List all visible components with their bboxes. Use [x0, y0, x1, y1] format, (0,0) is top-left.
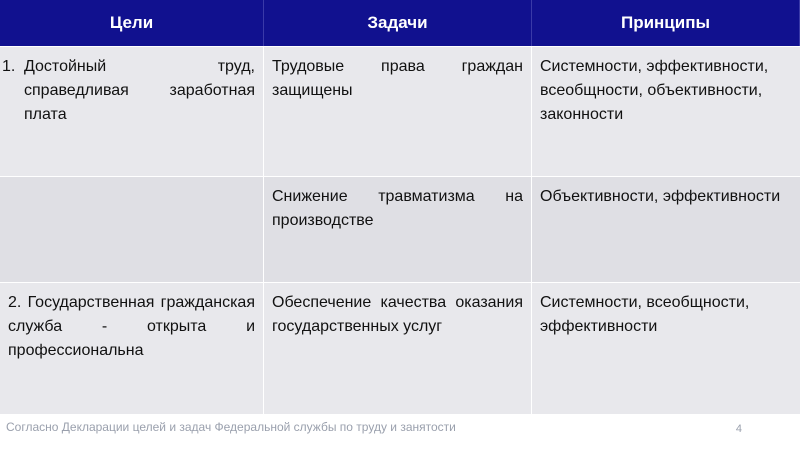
header-goals: Цели [0, 0, 264, 46]
row3-principles: Системности, всеобщности, эффективности [532, 282, 800, 414]
row1-goal-number: 1. [2, 58, 16, 75]
row3-task: Обеспечение качества оказания государственных услуг [264, 282, 532, 414]
row2-principles: Объективности, эффективности [532, 176, 800, 282]
row2-goal [0, 176, 264, 282]
row1-principles: Системности, эффективности, всеобщности, объективности, законности [532, 46, 800, 176]
page-number: 4 [735, 423, 742, 435]
row3-goal: 2. Государственная гражданская служба - открыта и профессиональна [0, 282, 264, 414]
row2-task: Снижение травматизма на производстве [264, 176, 532, 282]
footer-source-note: Согласно Декларации целей и задач Федеральной службы по труду и занятости [6, 420, 456, 434]
header-principles: Принципы [532, 0, 800, 46]
row1-task: Трудовые права граждан защищены [264, 46, 532, 176]
row1-goal: Достойный труд, справедливая заработная плата [24, 58, 255, 123]
header-tasks: Задачи [264, 0, 532, 46]
row1-goal-cell [0, 46, 264, 176]
